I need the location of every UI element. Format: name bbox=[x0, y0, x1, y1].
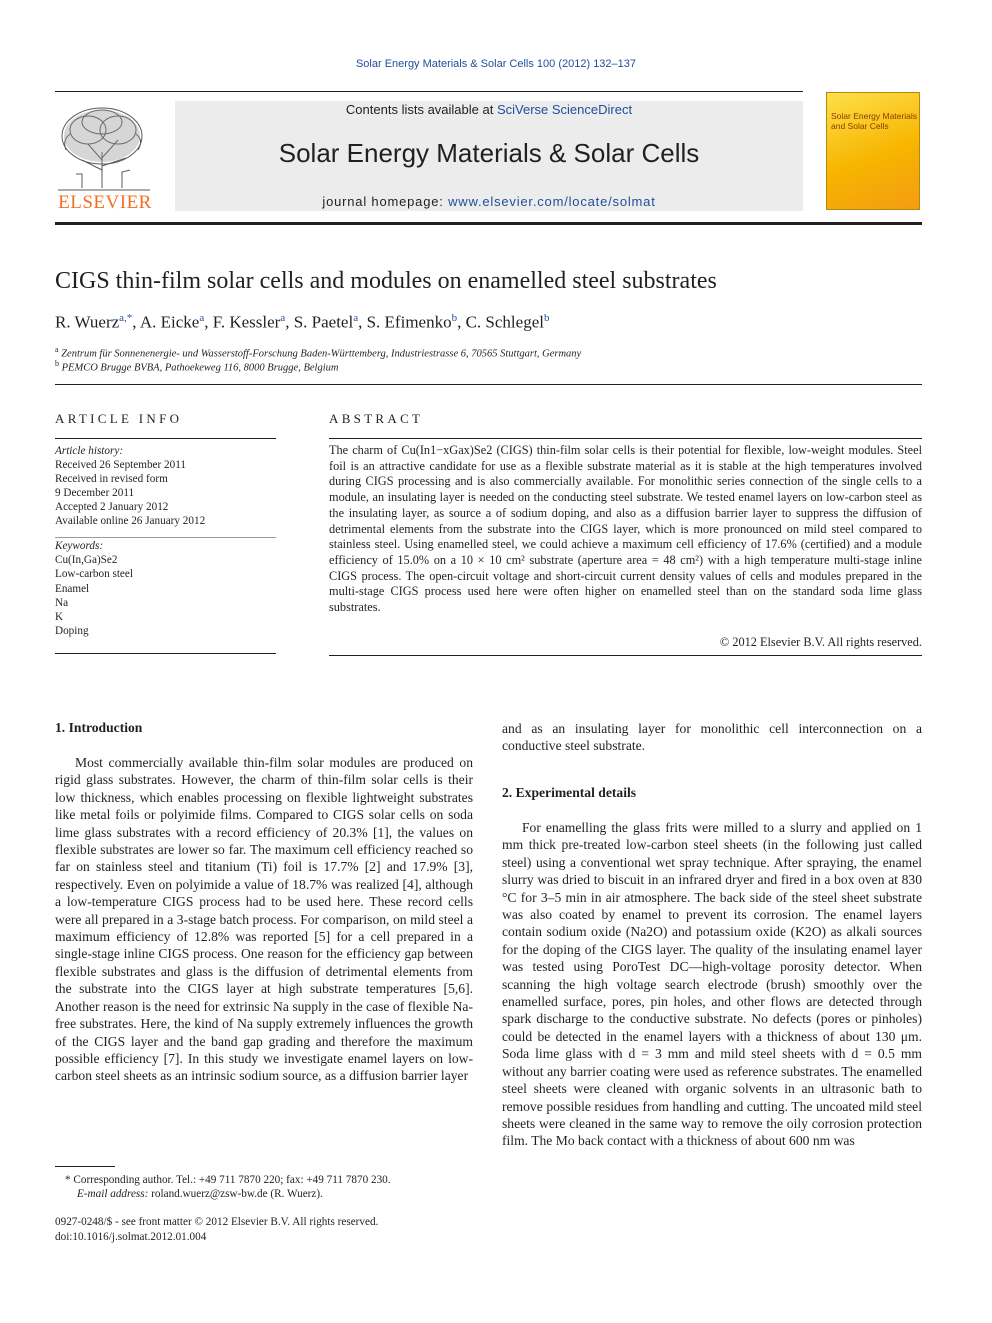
issn-line: 0927-0248/$ - see front matter © 2012 Elsevier B.V. All rights reserved. bbox=[55, 1216, 379, 1228]
contents-available-line bbox=[175, 102, 803, 117]
history-entry: Received in revised form bbox=[55, 473, 168, 485]
journal-citation[interactable]: Solar Energy Materials & Solar Cells 100 (2012) 132–137 bbox=[355, 58, 637, 70]
affiliation-mark: a bbox=[55, 345, 59, 354]
experimental-text bbox=[502, 819, 922, 1150]
keyword[interactable]: Cu(In,Ga)Se2 bbox=[55, 554, 118, 567]
history-entry: Received 26 September 2011 bbox=[55, 459, 186, 471]
keywords-label: Keywords: bbox=[55, 540, 104, 552]
footnote-rule bbox=[55, 1166, 115, 1167]
keyword[interactable]: K bbox=[55, 611, 64, 624]
journal-homepage-line bbox=[175, 194, 803, 209]
author[interactable]: R. Wuerz bbox=[55, 312, 120, 332]
author-list: R. Wuerz$^{a,*}$, A. Eicke$^a$, F. Kessler$^a$, S. Paetel$^a$, S. Efimenko$^b$, C. Schlegel$^b$ bbox=[55, 312, 550, 332]
author[interactable]: A. Eicke bbox=[139, 312, 200, 332]
article-title: CIGS thin-film solar cells and modules on enamelled steel substrates bbox=[55, 268, 717, 294]
banner-bottom-rule bbox=[55, 222, 922, 225]
author-affiliation-mark[interactable]: a bbox=[199, 312, 205, 324]
copyright-notice: © 2012 Elsevier B.V. All rights reserved. bbox=[719, 635, 922, 649]
email-address[interactable]: roland.wuerz@zsw-bw.de bbox=[151, 1188, 268, 1200]
sciencedirect-link[interactable]: SciVerse ScienceDirect bbox=[496, 102, 633, 117]
author-affiliation-mark[interactable]: a bbox=[280, 312, 286, 324]
elsevier-wordmark: ELSEVIER bbox=[58, 192, 152, 213]
affiliation-text: PEMCO Brugge BVBA, Pathoekeweg 116, 8000 Brugge, Belgium bbox=[61, 362, 339, 374]
article-info-rule bbox=[55, 438, 276, 439]
article-history bbox=[55, 444, 276, 528]
email-note bbox=[55, 1187, 475, 1201]
footnotes bbox=[55, 1173, 475, 1201]
publication-meta bbox=[55, 1215, 475, 1244]
affiliation-rule bbox=[55, 384, 922, 385]
keyword[interactable]: Enamel bbox=[55, 582, 90, 595]
introduction-continued: and as an insulating layer for monolithic cell interconnection on a conductive steel substrate. bbox=[502, 721, 922, 754]
keywords-list bbox=[55, 539, 276, 638]
article-info-heading: ARTICLE INFO bbox=[55, 411, 183, 426]
keyword[interactable]: Low-carbon steel bbox=[55, 568, 133, 581]
author-affiliation-mark[interactable]: a,* bbox=[119, 312, 133, 324]
contents-prefix: Contents lists available at bbox=[345, 102, 497, 117]
affiliation-b bbox=[55, 359, 935, 374]
author[interactable]: C. Schlegel bbox=[465, 312, 544, 332]
history-label: Article history: bbox=[55, 445, 124, 457]
corresponding-author-note: * Corresponding author. Tel.: +49 711 7870 220; fax: +49 711 7870 230. bbox=[65, 1174, 391, 1186]
experimental-paragraph: For enamelling the glass frits were milled to a slurry and applied on 1 mm thick pre-treated low-carbon steel sheets (in the following just called steel) using a conventional wet spray technique. After spraying, the enamel slurry was dried to biscuit in an infrared dryer and fired in a box oven at 830 °C for 3–5 min in air atmosphere. The back side of the steel sheet substrate was also coated by enamel to prevent its corrosion. The enamel layers contain sodium oxide (Na2O) and potassium oxide (K2O) as alkali sources for the doping of the CIGS layer. The quality of the insulating enamel layer was tested using PoroTest DC—high-voltage porosity detector. When scanning the high voltage search electrode (brush) smoothly over the enamelled surface, pores, pin holes, and other flows are detected through spark discharge to the conductive substrate. No defects (pores or pinholes) could be detected in the enamel layers with a thickness of about 130 μm. Soda lime glass with d = 3 mm and mild steel sheets with d = 0.5 mm without any barrier coating were used as reference substrates. The enamelled steel sheets were cleaned with organic solvents in an ultrasonic bath to remove possible residues from handling and cutting. The uncoated mild steel sheets were cleaned in the same way to remove the oily corrosion protection film. The Mo back contact with a thickness of about 600 nm was bbox=[502, 820, 922, 1149]
keywords-rule bbox=[55, 537, 276, 538]
history-entry: Available online 26 January 2012 bbox=[55, 515, 206, 527]
abstract-rule bbox=[329, 438, 922, 439]
keyword[interactable]: Na bbox=[55, 596, 69, 609]
author-affiliation-mark[interactable]: b bbox=[451, 312, 458, 324]
journal-cover-thumbnail[interactable] bbox=[826, 92, 920, 210]
journal-title: Solar Energy Materials & Solar Cells bbox=[278, 138, 700, 168]
keyword[interactable]: Doping bbox=[55, 625, 89, 638]
homepage-link[interactable]: www.elsevier.com/locate/solmat bbox=[448, 194, 656, 209]
abstract-text: The charm of Cu(In1−xGax)Se2 (CIGS) thin-film solar cells is their potential for flexible, low-weight modules. Steel foil is an attractive candidate for use as a flexible substrate material as it is stable at the high temperatures involved during CIGS processing and is also commercially available. For monolithic series connection of the single cells to a module, an insulating layer is needed on the conducting steel substrate. We tested enamel layers on low-carbon steel as the insulating layer, as source a of sodium doping, and also as a diffusion barrier layer to suppress the diffusion of detrimental elements from the substrate into the CIGS layer, which is more pronounced on mild steel compared to stainless steel. Using enamelled steel, we could achieve a maximum cell efficiency of 17.6% (certified) and a module efficiency of 15.0% on a 10 × 10 cm² substrate (aperture area = 48 cm²) with a high temperature multi-stage inline CIGS process. The open-circuit voltage and short-circuit current density values of cells and modules prepared in the multi-stage CIGS process used here were often higher on enamelled steel than on the standard soda lime glass substrates. bbox=[329, 443, 922, 615]
author-affiliation-mark[interactable]: a bbox=[353, 312, 359, 324]
experimental-heading: 2. Experimental details bbox=[502, 785, 637, 800]
author-affiliation-mark[interactable]: b bbox=[543, 312, 550, 324]
doi-line[interactable]: doi:10.1016/j.solmat.2012.01.004 bbox=[55, 1230, 207, 1243]
affiliation-a bbox=[55, 345, 935, 360]
homepage-prefix: journal homepage: bbox=[322, 194, 449, 209]
email-label: E-mail address: bbox=[77, 1188, 149, 1200]
affiliation-mark: b bbox=[55, 359, 59, 368]
author[interactable]: S. Paetel bbox=[293, 312, 354, 332]
introduction-text bbox=[55, 754, 473, 1085]
author[interactable]: F. Kessler bbox=[212, 312, 281, 332]
email-owner: (R. Wuerz). bbox=[270, 1188, 323, 1200]
introduction-heading: 1. Introduction bbox=[55, 720, 143, 735]
cover-title: Solar Energy Materials and Solar Cells bbox=[831, 111, 917, 131]
introduction-paragraph: Most commercially available thin-film solar modules are produced on rigid glass substrates. However, the charm of thin-film solar cells is their low thickness, which enables processing on flexible lightweight substrates like metal foils or polyimide films. Compared to CIGS solar cells on soda lime glass substrates with a record efficiency of 20.3% [1], the values on flexible substrates are lower so far. The maximum cell efficiency reached so far on stainless steel and titanium (Ti) foil is 17.7% [2] and 17.9% [3], respectively. Even on polyimide a value of 18.7% was realized [4], although a low-temperature CIGS process had to be used here. These record cells were all prepared in a 3-stage batch process. For comparison, on mild steel a maximum efficiency of 12.8% was reported [5] for a cell prepared in a single-stage inline CIGS process. One reason for the efficiency gap between flexible substrates and glass is the diffusion of detrimental elements from the substrate into the CIGS layer at high substrate temperatures [5,6]. Another reason is the need for extrinsic Na supply in the case of flexible Na-free substrates. Here, the kind of Na supply extremely influences the growth of the CIGS layer and the band gap grading and therefore the maximum possible efficiency [7]. In this study we investigate enamel layers on low-carbon steel sheets as an intrinsic sodium source, as a diffusion barrier layer bbox=[55, 755, 473, 1084]
author[interactable]: S. Efimenko bbox=[366, 312, 452, 332]
banner-top-rule bbox=[55, 91, 803, 92]
history-entry: 9 December 2011 bbox=[55, 487, 135, 499]
abstract-bottom-rule bbox=[329, 655, 922, 656]
abstract-heading: ABSTRACT bbox=[329, 411, 424, 426]
article-info-bottom-rule bbox=[55, 653, 276, 654]
history-entry: Accepted 2 January 2012 bbox=[55, 501, 169, 513]
affiliation-text: Zentrum für Sonnenenergie- und Wasserstoff-Forschung Baden-Württemberg, Industriestrasse 6, 70565 Stuttgart, Germany bbox=[61, 348, 582, 360]
